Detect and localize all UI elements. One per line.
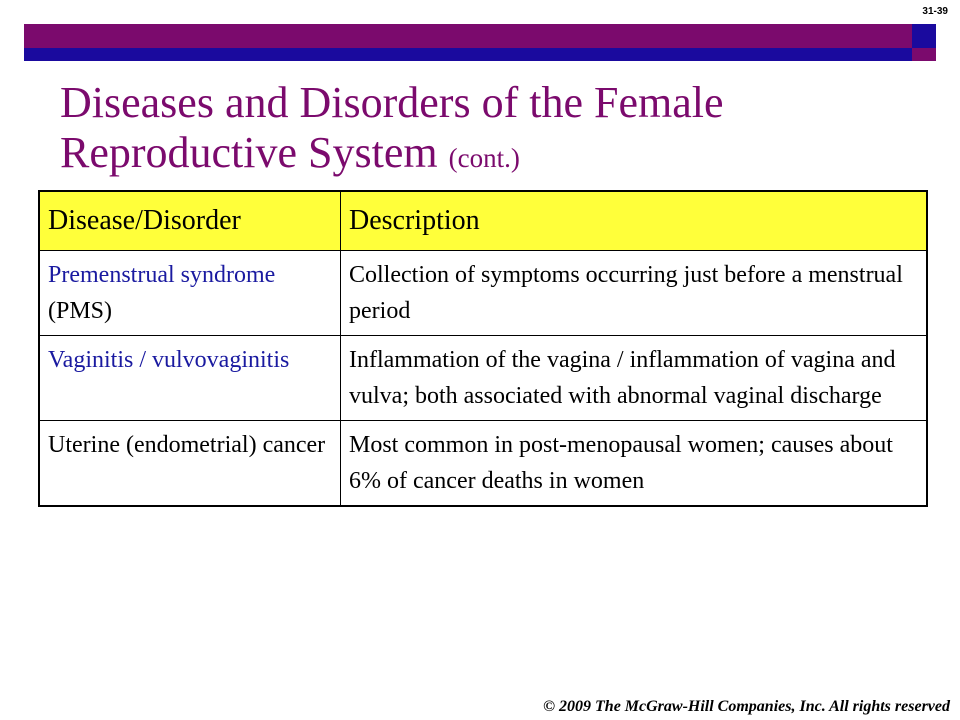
disorders-table bbox=[38, 190, 928, 507]
copyright-footer: © 2009 The McGraw-Hill Companies, Inc. All rights reserved bbox=[543, 698, 950, 715]
table-header-row bbox=[39, 191, 927, 251]
title-suffix: (cont.) bbox=[448, 143, 520, 173]
title-line-2 bbox=[60, 128, 920, 183]
disorder-description: Inflammation of the vagina / inflammation of vagina and vulva; both associated with abnormal vaginal discharge bbox=[341, 336, 928, 421]
header-bar-purple bbox=[24, 24, 912, 48]
slide-number: 31-39 bbox=[922, 6, 948, 17]
header-bar-blue bbox=[24, 48, 912, 61]
table-row bbox=[39, 251, 927, 336]
header-corner-block-blue bbox=[912, 24, 936, 48]
header-corner-block-purple bbox=[912, 48, 936, 61]
disorder-abbreviation: (PMS) bbox=[48, 298, 113, 324]
title-line-2-text: Reproductive System bbox=[60, 128, 438, 177]
disorder-name: Uterine (endometrial) cancer bbox=[48, 432, 326, 458]
column-header-disorder: Disease/Disorder bbox=[39, 191, 341, 251]
disorder-name-cell bbox=[39, 421, 341, 507]
disorder-description: Most common in post-menopausal women; causes about 6% of cancer deaths in women bbox=[341, 421, 928, 507]
table-row bbox=[39, 421, 927, 507]
disorder-name: Premenstrual syndrome bbox=[48, 262, 276, 288]
slide-title bbox=[60, 78, 920, 183]
table-row bbox=[39, 336, 927, 421]
disorders-table-container bbox=[38, 190, 928, 507]
disorder-name-cell bbox=[39, 251, 341, 336]
column-header-description: Description bbox=[341, 191, 928, 251]
disorder-name-cell bbox=[39, 336, 341, 421]
disorder-description: Collection of symptoms occurring just before a menstrual period bbox=[341, 251, 928, 336]
disorder-name: Vaginitis / vulvovaginitis bbox=[48, 347, 290, 373]
title-line-1: Diseases and Disorders of the Female bbox=[60, 78, 724, 127]
